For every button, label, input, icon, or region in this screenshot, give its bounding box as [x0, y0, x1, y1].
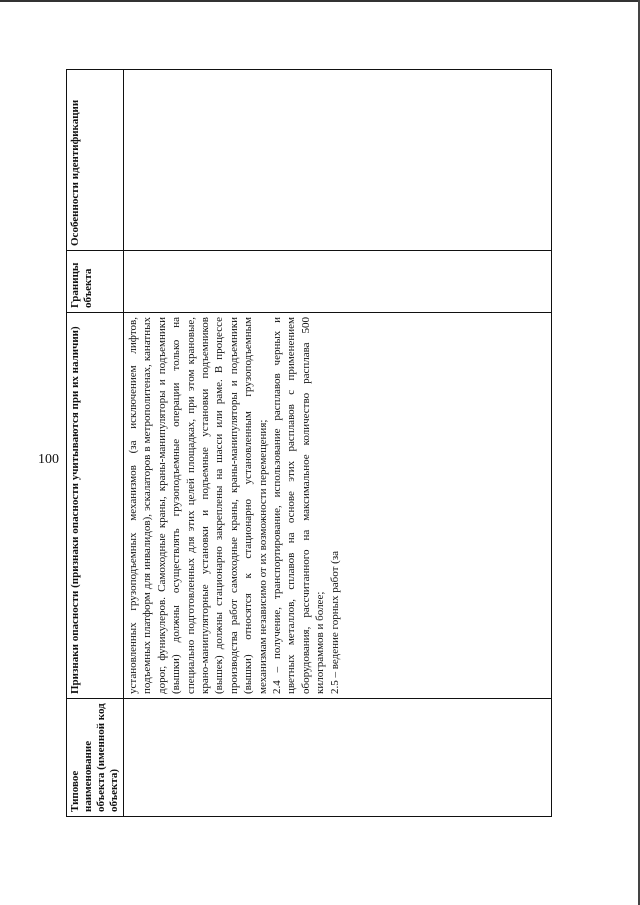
cell-object-bounds [124, 251, 552, 313]
table-row [124, 70, 552, 817]
hazard-paragraph: 2.4 – получение, транспортирование, использование расплавов черных и цветных металлов, сплавов на основе этих расплавов с применением оборудования, рассчитанного на максимальное количество расплава 500 килограммов и более; [271, 317, 327, 694]
hazard-paragraph: установленных грузоподъемных механизмов (за исключением лифтов, подъемных платформ для инвалидов), эскалаторов в метрополитенах, канатных дорог, фуникулеров. Самоходные краны, краны-манипуляторы и подъемники (вышки) должны осуществлять грузоподъемные операции только на специально подготовленных для этих целей площадках, при этом крановые, крано-манипуляторные установки и подъемные установки подъемников (вышек) должны стационарно закреплены на шасси или раме. В процессе производства работ самоходные краны, краны-манипуляторы и подъемники (вышки) относятся к стационарно установленным грузоподъемным механизмам независимо от их возможности перемещения; [127, 317, 269, 694]
header-object-type: Типовое наименование объекта (именной код объекта) [67, 699, 124, 817]
rotated-table-wrapper [66, 70, 552, 817]
header-hazard-signs: Признаки опасности (признаки опасности учитываются при их наличии) [67, 313, 124, 699]
header-object-bounds: Границы объекта [67, 251, 124, 313]
cell-identification [124, 70, 552, 251]
cell-hazard-signs [124, 313, 552, 699]
table-header-row [67, 70, 124, 817]
page-number: 100 [38, 452, 59, 467]
identification-table [66, 69, 552, 817]
hazard-paragraph: 2.5 – ведение горных работ (за [328, 550, 341, 694]
header-identification: Особенности идентификации [67, 70, 124, 251]
scan-border-top [0, 0, 640, 2]
cell-object-type [124, 699, 552, 817]
